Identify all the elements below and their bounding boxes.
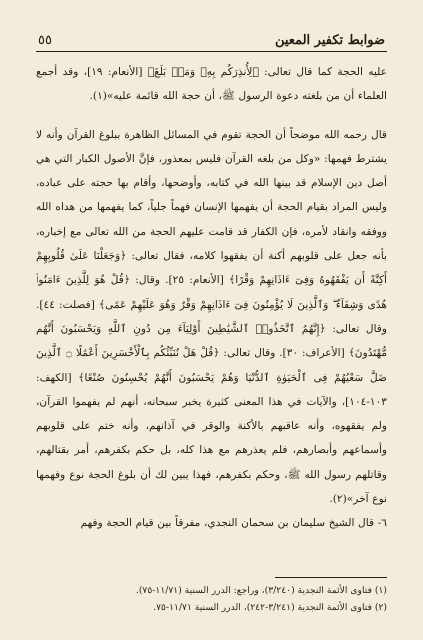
page-header [38,26,385,48]
paragraph: قال رحمه الله موضحاً أن الحجة تقوم في المسائل الظاهرة ببلوغ القرآن وأنه لا يشترط فهمها: «وكل من بلغه القرآن فليس بمعذور، فإنَّ الأصول الكبار التي هي أصل دين الإسلام قد بينها الله في كتابه، وأوضحها، وأقام بها حجته على عباده، وليس المراد بقيام الحجة أن يفهمها الإنسان فهماً جلياً، كما يفهمها من هداه الله ووفقه وانقاد لأمره، فإن الكفار قد قامت عليهم الحجة من الله تعالى مع إخباره، بأنه جعل على قلوبهم أكنة أن يفقهوا كلامه، فقال تعالى: ﴿وَجَعَلْنَا عَلَىٰ قُلُوبِهِمْ أَكِنَّةً أَن يَفْقَهُوهُ وَفِىٓ ءَاذَانِهِمْ وَقْرًا﴾ [الأنعام: ٢٥]. وقال: ﴿قُلْ هُوَ لِلَّذِينَ ءَامَنُوا۟ هُدًى وَشِفَآءٌ ۖ وَٱلَّذِينَ لَا يُؤْمِنُونَ فِىٓ ءَاذَانِهِمْ وَقْرٌ وَهُوَ عَلَيْهِمْ عَمًى﴾ [فصلت: ٤٤]. وقال تعالى: ﴿إِنَّهُمُ ٱتَّخَذُوا۟ ٱلشَّيَٰطِينَ أَوْلِيَآءَ مِن دُونِ ٱللَّهِ وَيَحْسَبُونَ أَنَّهُم مُّهْتَدُونَ﴾ [الأعراف: ٣٠]. وقال تعالى: ﴿قُلْ هَلْ نُنَبِّئُكُم بِٱلْأَخْسَرِينَ أَعْمَٰلًا ۝ ٱلَّذِينَ ضَلَّ سَعْيُهُمْ فِى ٱلْحَيَوٰةِ ٱلدُّنْيَا وَهُمْ يَحْسَبُونَ أَنَّهُمْ يُحْسِنُونَ صُنْعًا﴾ [الكهف: ١٠٣-١٠٤]، والآيات في هذا المعنى كثيرة يخبر سبحانه، أنهم لم يفهموا القرآن، ولم يفقهوه، وأنه عاقبهم بالأكنة والوقر في آذانهم، وأنه ختم على قلوبهم وأسماعهم وأبصارهم، فلم يعذرهم مع هذا كله، بل حكم بكفرهم، أمر بقتالهم، وقاتلهم رسول الله ﷺ، وحكم بكفرهم، فهذا يبين لك أن بلوغ الحجة نوع وفهمها نوع آخر»(٢). [36,128,388,506]
paragraph: عليه الحجة كما قال تعالى: ﴿لِأُنذِرَكُم بِهِۦ وَمَنۢ بَلَغَ﴾ [الأنعام: ١٩]، وقد أجمع العلماء أن من بلغته دعوة الرسول ﷺ، أن حجة الله قائمة عليه»(١). [36,66,387,103]
footnotes [36,582,387,616]
paragraph-gap [36,109,387,123]
page-number: ٥٥ [38,33,52,48]
footnote: (٢) فتاوى الأئمة النجدية (٣/٢٤١-٢٤٢)، الدرر السنية ١١/٧١-٧٥. [153,602,387,613]
running-title: ضوابط تكفير المعين [274,33,385,48]
footnote-rule [275,577,387,578]
footnote: (١) فتاوى الأئمة النجدية (٣/٢٤٠)، وراجع: الدرر السنية (١١/٧١-٧٥). [135,585,387,596]
header-rule [36,51,387,52]
main-text [36,60,387,536]
paragraph: ٦- قال الشيخ سليمان بن سحمان النجدي، مفرقاً بين قيام الحجة وفهم [80,517,387,530]
